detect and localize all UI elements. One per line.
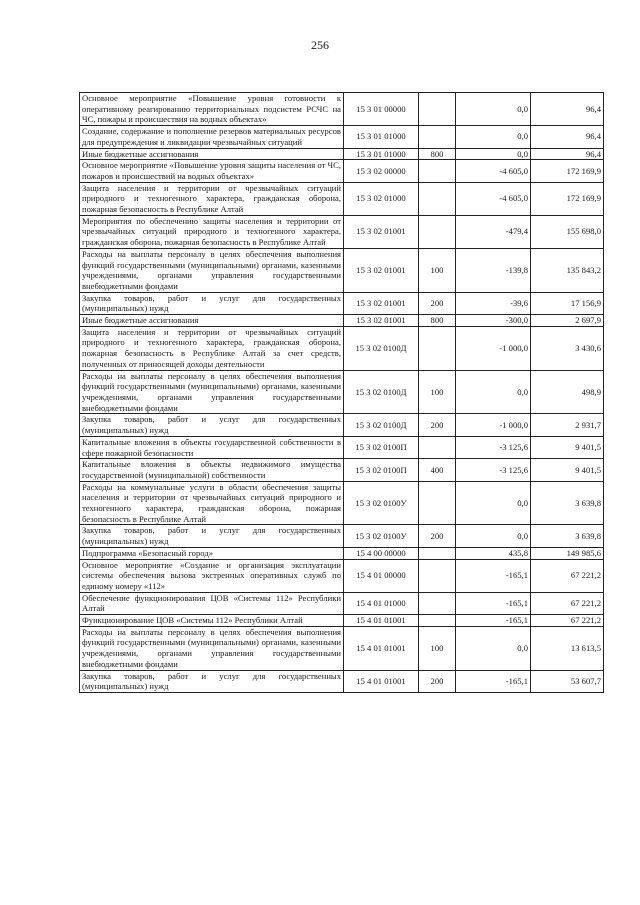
row-target-code-cell: 15 3 01 00000 xyxy=(344,93,419,126)
row-name-cell: Основное мероприятие «Создание и организация эксплуатации системы обеспечения вызова экстренных оперативных служб по единому номеру «112» xyxy=(80,559,344,592)
table-row xyxy=(80,148,604,160)
table-row xyxy=(80,160,604,182)
row-total-amount-cell: 67 221,2 xyxy=(531,559,604,592)
row-name-cell: Расходы на выплаты персоналу в целях обеспечения выполнения функций государственными (муниципальными) органами, казенными учреждениями, органами управления государственными внебюджетными фондами xyxy=(80,248,344,292)
row-target-code-cell: 15 3 02 01001 xyxy=(344,215,419,248)
table-row xyxy=(80,182,604,215)
row-change-amount-cell: -1 000,0 xyxy=(456,414,531,436)
row-expense-type-cell: 100 xyxy=(419,248,456,292)
row-change-amount-cell: -3 125,6 xyxy=(456,459,531,481)
row-change-amount-cell: 435,8 xyxy=(456,547,531,559)
row-change-amount-cell: 0,0 xyxy=(456,481,531,525)
row-target-code-cell: 15 3 02 0100П xyxy=(344,436,419,458)
row-total-amount-cell: 67 221,2 xyxy=(531,615,604,627)
row-total-amount-cell: 498,9 xyxy=(531,370,604,414)
row-change-amount-cell: -165,1 xyxy=(456,670,531,692)
table-row xyxy=(80,626,604,670)
row-change-amount-cell: -139,8 xyxy=(456,248,531,292)
row-total-amount-cell: 96,4 xyxy=(531,126,604,148)
row-target-code-cell: 15 3 02 0100У xyxy=(344,481,419,525)
row-total-amount-cell: 135 843,2 xyxy=(531,248,604,292)
row-change-amount-cell: -4 605,0 xyxy=(456,182,531,215)
row-total-amount-cell: 96,4 xyxy=(531,93,604,126)
row-change-amount-cell: -3 125,6 xyxy=(456,436,531,458)
row-target-code-cell: 15 3 02 0100Д xyxy=(344,326,419,370)
table-row xyxy=(80,459,604,481)
row-target-code-cell: 15 3 02 01000 xyxy=(344,182,419,215)
row-expense-type-cell xyxy=(419,326,456,370)
row-expense-type-cell xyxy=(419,126,456,148)
row-change-amount-cell: 0,0 xyxy=(456,370,531,414)
row-expense-type-cell: 800 xyxy=(419,148,456,160)
row-target-code-cell: 15 3 02 01001 xyxy=(344,315,419,327)
row-total-amount-cell: 13 613,5 xyxy=(531,626,604,670)
row-target-code-cell: 15 3 01 01000 xyxy=(344,148,419,160)
row-total-amount-cell: 2 697,9 xyxy=(531,315,604,327)
table-row xyxy=(80,370,604,414)
table-row xyxy=(80,292,604,314)
row-name-cell: Расходы на выплаты персоналу в целях обеспечения выполнения функций государственными (муниципальными) органами, казенными учреждениями, органами управления государственными внебюджетными фондами xyxy=(80,626,344,670)
row-expense-type-cell xyxy=(419,481,456,525)
page-number: 256 xyxy=(311,38,329,52)
row-name-cell: Закупка товаров, работ и услуг для государственных (муниципальных) нужд xyxy=(80,414,344,436)
row-expense-type-cell xyxy=(419,436,456,458)
row-target-code-cell: 15 3 02 0100Д xyxy=(344,414,419,436)
table-row xyxy=(80,592,604,614)
row-expense-type-cell: 200 xyxy=(419,670,456,692)
row-total-amount-cell: 2 931,7 xyxy=(531,414,604,436)
row-name-cell: Основное мероприятие «Повышение уровня готовности к оперативному реагированию территориальных подсистем РСЧС на ЧС, пожары и происшествия на водных объектах» xyxy=(80,93,344,126)
table-row xyxy=(80,615,604,627)
row-expense-type-cell: 400 xyxy=(419,459,456,481)
row-target-code-cell: 15 4 01 01001 xyxy=(344,615,419,627)
row-name-cell: Капитальные вложения в объекты недвижимого имущества государственной (муниципальной) собственности xyxy=(80,459,344,481)
row-total-amount-cell: 53 607,7 xyxy=(531,670,604,692)
row-name-cell: Функционирование ЦОВ «Системы 112» Республики Алтай xyxy=(80,615,344,627)
table-row xyxy=(80,414,604,436)
row-name-cell: Основное мероприятие «Повышение уровня защиты населения от ЧС, пожаров и происшествий на водных объектах» xyxy=(80,160,344,182)
row-name-cell: Расходы на выплаты персоналу в целях обеспечения выполнения функций государственными (муниципальными) органами, казенными учреждениями, органами управления государственными внебюджетными фондами xyxy=(80,370,344,414)
row-change-amount-cell: 0,0 xyxy=(456,626,531,670)
budget-table-body xyxy=(80,93,604,693)
row-target-code-cell: 15 4 00 00000 xyxy=(344,547,419,559)
row-total-amount-cell: 3 639,8 xyxy=(531,481,604,525)
row-change-amount-cell: -4 605,0 xyxy=(456,160,531,182)
row-total-amount-cell: 149 985,6 xyxy=(531,547,604,559)
row-name-cell: Закупка товаров, работ и услуг для государственных (муниципальных) нужд xyxy=(80,670,344,692)
table-row xyxy=(80,326,604,370)
row-name-cell: Подпрограмма «Безопасный город» xyxy=(80,547,344,559)
table-row xyxy=(80,481,604,525)
row-total-amount-cell: 172 169,9 xyxy=(531,182,604,215)
row-target-code-cell: 15 3 02 01001 xyxy=(344,292,419,314)
row-total-amount-cell: 3 639,8 xyxy=(531,525,604,547)
table-row xyxy=(80,126,604,148)
row-change-amount-cell: -165,1 xyxy=(456,592,531,614)
row-expense-type-cell xyxy=(419,547,456,559)
row-target-code-cell: 15 3 02 0100П xyxy=(344,459,419,481)
budget-table xyxy=(79,92,604,693)
row-expense-type-cell: 200 xyxy=(419,414,456,436)
row-change-amount-cell: -479,4 xyxy=(456,215,531,248)
row-name-cell: Иные бюджетные ассигнования xyxy=(80,148,344,160)
row-change-amount-cell: -1 000,0 xyxy=(456,326,531,370)
row-expense-type-cell xyxy=(419,615,456,627)
table-row xyxy=(80,436,604,458)
row-expense-type-cell: 200 xyxy=(419,525,456,547)
row-name-cell: Защита населения и территории от чрезвычайных ситуаций природного и техногенного характера, гражданская оборона, пожарная безопасность в Республике Алтай xyxy=(80,182,344,215)
row-total-amount-cell: 9 401,5 xyxy=(531,459,604,481)
row-name-cell: Иные бюджетные ассигнования xyxy=(80,315,344,327)
row-total-amount-cell: 9 401,5 xyxy=(531,436,604,458)
row-total-amount-cell: 17 156,9 xyxy=(531,292,604,314)
row-expense-type-cell: 800 xyxy=(419,315,456,327)
row-name-cell: Создание, содержание и пополнение резервов материальных ресурсов для предупреждения и ликвидации чрезвычайных ситуаций xyxy=(80,126,344,148)
table-row xyxy=(80,248,604,292)
row-name-cell: Обеспечение функционирования ЦОВ «Системы 112» Республики Алтай xyxy=(80,592,344,614)
row-target-code-cell: 15 4 01 01001 xyxy=(344,670,419,692)
table-row xyxy=(80,559,604,592)
row-target-code-cell: 15 3 01 01000 xyxy=(344,126,419,148)
row-total-amount-cell: 3 430,6 xyxy=(531,326,604,370)
row-target-code-cell: 15 4 01 01001 xyxy=(344,626,419,670)
row-change-amount-cell: 0,0 xyxy=(456,525,531,547)
table-row xyxy=(80,547,604,559)
row-expense-type-cell: 200 xyxy=(419,292,456,314)
row-change-amount-cell: -165,1 xyxy=(456,559,531,592)
row-target-code-cell: 15 3 02 01001 xyxy=(344,248,419,292)
table-row xyxy=(80,670,604,692)
row-name-cell: Капитальные вложения в объекты государственной собственности в сфере пожарной безопасности xyxy=(80,436,344,458)
row-change-amount-cell: -300,0 xyxy=(456,315,531,327)
row-expense-type-cell: 100 xyxy=(419,370,456,414)
table-row xyxy=(80,215,604,248)
row-expense-type-cell xyxy=(419,182,456,215)
row-target-code-cell: 15 3 02 0100Д xyxy=(344,370,419,414)
row-name-cell: Закупка товаров, работ и услуг для государственных (муниципальных) нужд xyxy=(80,525,344,547)
row-expense-type-cell xyxy=(419,160,456,182)
row-name-cell: Мероприятия по обеспечению защиты населения и территории от чрезвычайных ситуаций природного и техногенного характера, гражданская оборона, пожарная безопасность в Республике Алтай xyxy=(80,215,344,248)
row-name-cell: Защита населения и территории от чрезвычайных ситуаций природного и техногенного характера, гражданская оборона, пожарная безопасность в Республике Алтай за счет средств, полученных от приносящей доходы деятельности xyxy=(80,326,344,370)
row-change-amount-cell: -39,6 xyxy=(456,292,531,314)
row-target-code-cell: 15 4 01 01000 xyxy=(344,592,419,614)
row-change-amount-cell: 0,0 xyxy=(456,93,531,126)
row-expense-type-cell xyxy=(419,215,456,248)
row-change-amount-cell: 0,0 xyxy=(456,126,531,148)
row-change-amount-cell: 0,0 xyxy=(456,148,531,160)
row-expense-type-cell: 100 xyxy=(419,626,456,670)
row-expense-type-cell xyxy=(419,592,456,614)
row-total-amount-cell: 67 221,2 xyxy=(531,592,604,614)
row-target-code-cell: 15 3 02 0100У xyxy=(344,525,419,547)
row-name-cell: Расходы на коммунальные услуги в области обеспечения защиты населения и территории от чрезвычайных ситуаций природного и техногенного характера, гражданская оборона, пожарная безопасность в Республике Алтай xyxy=(80,481,344,525)
table-row xyxy=(80,315,604,327)
row-total-amount-cell: 96,4 xyxy=(531,148,604,160)
table-row xyxy=(80,525,604,547)
row-total-amount-cell: 172 169,9 xyxy=(531,160,604,182)
table-row xyxy=(80,93,604,126)
row-expense-type-cell xyxy=(419,93,456,126)
row-change-amount-cell: -165,1 xyxy=(456,615,531,627)
row-target-code-cell: 15 3 02 00000 xyxy=(344,160,419,182)
row-target-code-cell: 15 4 01 00000 xyxy=(344,559,419,592)
row-name-cell: Закупка товаров, работ и услуг для государственных (муниципальных) нужд xyxy=(80,292,344,314)
row-total-amount-cell: 155 698,0 xyxy=(531,215,604,248)
row-expense-type-cell xyxy=(419,559,456,592)
